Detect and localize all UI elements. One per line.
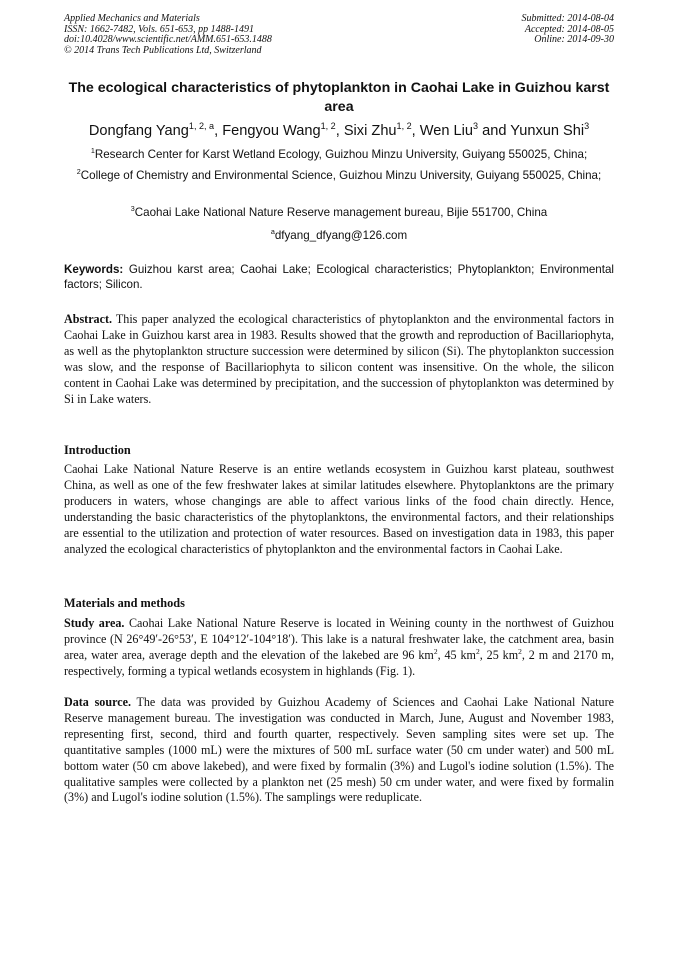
abstract-text: This paper analyzed the ecological characteristics of phytoplankton and the environmental factors in Caohai Lake in Guizhou karst area in 1983. Results showed that the growth and reproduction of Bacillariophyta, as well as the phytoplankton structure succession were determined by silicon (Si). The phytoplankton succession was slow, and the response of Bacillariophyta to silicon content was insensitive. On the whole, the silicon content in Caohai Lake was determined by precipitation, and the succession of phytoplankton was determined by Si in Lake waters.: [64, 312, 614, 406]
section-heading-methods: Materials and methods: [64, 596, 185, 610]
data-source-label: Data source.: [64, 695, 131, 709]
journal-header: [64, 14, 614, 56]
abstract-label: Abstract.: [64, 312, 113, 326]
author: Fengyou Wang$^{1, 2}$,: [222, 121, 344, 139]
publication-dates: [522, 14, 615, 46]
keywords-label: Keywords:: [64, 263, 124, 276]
online-date: Online: 2014-09-30: [534, 34, 614, 46]
affiliation: $^3$Caohai Lake National Nature Reserve management bureau, Bijie 551700, China: [130, 204, 548, 219]
accepted-date: Accepted: 2014-08-05: [524, 23, 614, 35]
affiliation: $^1$Research Center for Karst Wetland Ecology, Guizhou Minzu University, Guiyang 550025, China;: [90, 146, 588, 161]
section-heading-introduction: Introduction: [64, 443, 131, 457]
author: Sixi Zhu$^{1, 2}$,: [343, 121, 420, 139]
author: Wen Liu$^3$ and: [419, 121, 511, 139]
journal-info: [64, 14, 272, 56]
paper-title: The ecological characteristics of phytoplankton in Caohai Lake in Guizhou karst area: [68, 80, 610, 115]
keywords-text: Guizhou karst area; Caohai Lake; Ecological characteristics; Phytoplankton; Environmental factors; Silicon.: [64, 263, 614, 291]
abstract: [64, 312, 614, 407]
study-area-label: Study area.: [64, 616, 125, 630]
data-source-paragraph: [64, 695, 614, 806]
journal-doi[interactable]: doi:10.4028/www.scientific.net/AMM.651-653.1488: [64, 34, 272, 46]
journal-issn: ISSN: 1662-7482, Vols. 651-653, pp 1488-1491: [64, 23, 254, 35]
keywords: [64, 263, 614, 292]
submitted-date: Submitted: 2014-08-04: [521, 13, 614, 24]
author: Dongfang Yang$^{1, 2, a}$,: [88, 121, 223, 139]
author: Yunxun Shi$^3$: [510, 121, 590, 139]
author-list: [40, 121, 638, 141]
affiliation: $^2$College of Chemistry and Environmental Science, Guizhou Minzu University, Guiyang 550025, China;: [76, 167, 602, 182]
author-email[interactable]: $^a$dfyang_dfyang@126.com: [270, 227, 408, 242]
study-area-paragraph: Study area. Caohai Lake National Nature Reserve is located in Weining county in the northwest of Guizhou province (N 26°49′-26°53′, E 104°12′-104°18′). This lake is a natural freshwater lake, the catchment area, basin area, water area, average depth and the elevation of the lakebed are 96 $km^2$, 45 $km^2$, 25 $km^2$, 2 m and 2170 m, respectively, forming a typical wetlands ecosystem in highlands (Fig. 1).: [64, 616, 614, 678]
journal-name: Applied Mechanics and Materials: [64, 13, 200, 24]
journal-copyright: © 2014 Trans Tech Publications Ltd, Switzerland: [64, 44, 262, 56]
introduction-text: Caohai Lake National Nature Reserve is an entire wetlands ecosystem in Guizhou karst plateau, southwest China, as well as one of the few freshwater lakes at similar latitudes elsewhere. Phytoplanktons are the primary producers in waters, whose changings are able to affect various links of the food chain directly. Hence, understanding the basic characteristics of the phytoplanktons, the environmental factors, and their relationships are essential to the utilization and protection of water resources. Based on investigation data in 1983, this paper analyzed the ecological characteristics of phytoplankton and the environmental factors in Caohai Lake.: [64, 462, 614, 556]
data-source-text: The data was provided by Guizhou Academy of Sciences and Caohai Lake National Nature Reserve management bureau. The investigation was conducted in March, June, August and November 1983, representing first, second, third and fourth quarter, respectively. Seven sampling sites were set up. The quantitative samples (1000 mL) were the mixtures of 500 mL surface water (50 cm under water) and 500 mL bottom water (50 cm above lakebed), and were fixed by formalin (3%) and Lugol's iodine solution (1.5%). The qualitative samples were collected by a plankton net (25 mesh) 50 cm under water, and were fixed by formalin (3%) and Lugol's iodine solution (1.5%). The samplings were reduplicate.: [64, 695, 614, 805]
